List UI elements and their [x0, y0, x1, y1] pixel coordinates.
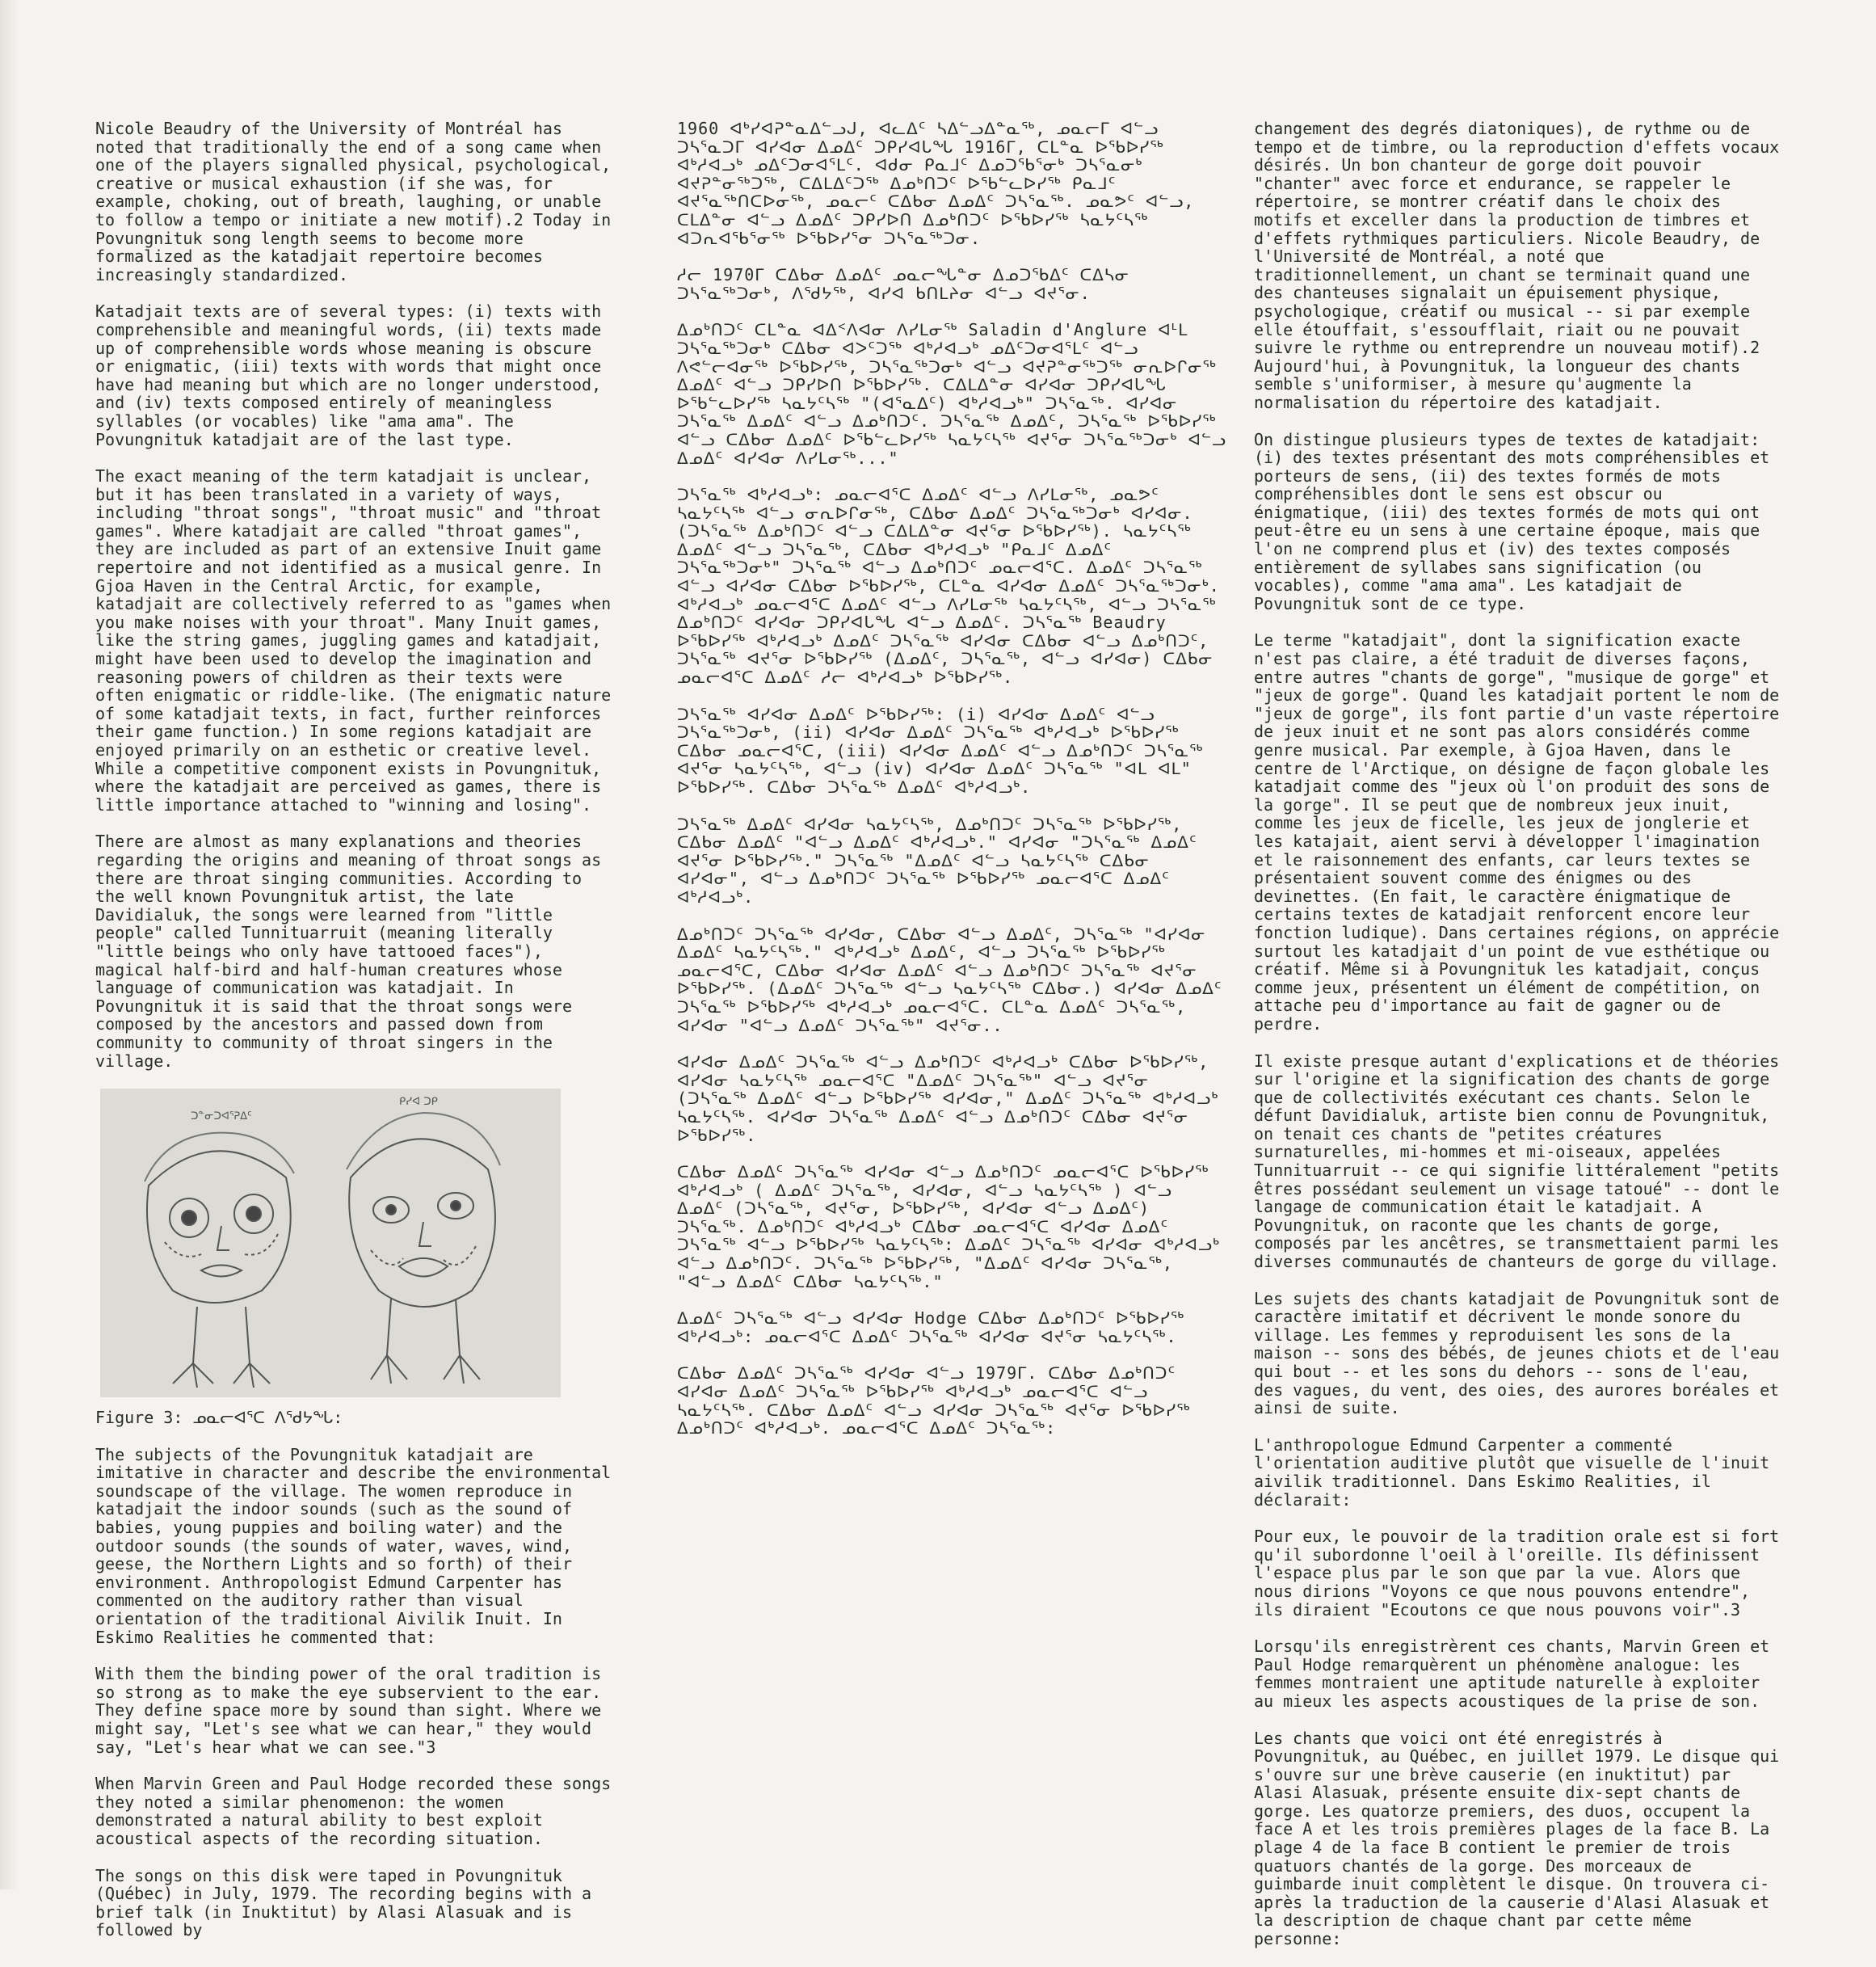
iu-paragraph-4: ᑐᓴᕐᓇᖅ ᐊᒃᓱᐊᓗᒃ: ᓄᓇᓕᐊᕐᑕ ᐃᓄᐃᑦ ᐊᓪᓗ ᐱᓯᒪᓂᖅ, ᓄᓇᕗᑦ ᓴᓇᔭᑦᓴᖅ ᐊᓪᓗ ᓂᕆᐅᒋᓂᖅ, ᑕᐃᑲᓂ ᐃᓄᐃᑦ ᑐᓴᕐᓇᖅᑐᓂᒃ ᐊᓯᐊᓂ. (ᑐᓴᕐᓇᖅ ᐃᓄᒃᑎᑐᑦ ᐊᓪᓗ ᑕᐃᒪᐃᓐᓂ ᐊᔪᕐᓂ ᐅᖃᐅᓯᖅ). ᓴᓇᔭᑦᓴᖅ ᐃᓄᐃᑦ ᐊᓪᓗ ᑐᓴᕐᓇᖅ, ᑕᐃᑲᓂ ᐊᒃᓱᐊᓗᒃ "ᑭᓇᒧᑦ ᐃᓄᐃᑦ ᑐᓴᕐᓇᖅᑐᓂᒃ" ᑐᓴᕐᓇᖅ ᐊᓪᓗ ᐃᓄᒃᑎᑐᑦ ᓄᓇᓕᐊᕐᑕ. ᐃᓄᐃᑦ ᑐᓴᕐᓇᖅ ᐊᓪᓗ ᐊᓯᐊᓂ ᑕᐃᑲᓂ ᐅᖃᐅᓯᖅ, ᑕᒪᓐᓇ ᐊᓯᐊᓂ ᐃᓄᐃᑦ ᑐᓴᕐᓇᖅᑐᓂᒃ. ᐊᒃᓱᐊᓗᒃ ᓄᓇᓕᐊᕐᑕ ᐃᓄᐃᑦ ᐊᓪᓗ ᐱᓯᒪᓂᖅ ᓴᓇᔭᑦᓴᖅ, ᐊᓪᓗ ᑐᓴᕐᓇᖅ ᐃᓄᒃᑎᑐᑦ ᐊᓯᐊᓂ ᑐᑭᓯᐊᒐᖓ ᐊᓪᓗ ᐃᓄᐃᑦ. ᑐᓴᕐᓇᖅ Beaudry ᐅᖃᐅᓯᖅ ᐊᒃᓱᐊᓗᒃ ᐃᓄᐃᑦ ᑐᓴᕐᓇᖅ ᐊᓯᐊᓂ ᑕᐃᑲᓂ ᐊᓪᓗ ᐃᓄᒃᑎᑐᑦ, ᑐᓴᕐᓇᖅ ᐊᔪᕐᓂ ᐅᖃᐅᓯᖅ (ᐃᓄᐃᑦ, ᑐᓴᕐᓇᖅ, ᐊᓪᓗ ᐊᓯᐊᓂ) ᑕᐃᑲᓂ ᓄᓇᓕᐊᕐᑕ ᐃᓄᐃᑦ ᓱᓕ ᐊᒃᓱᐊᓗᒃ ᐅᖃᐅᓯᖅ. — [677, 485, 1220, 688]
iu-paragraph-1: 1960 ᐊᒃᓯᐊᕈᓐᓇᐃᓪᓗᒍ, ᐊᓚᐃᑦ ᓴᐃᓪᓗᐃᓐᓇᖅ, ᓄᓇᓕᒥ ᐊᓪᓗ ᑐᓴᕐᓇᑐᒥ ᐊᓯᐊᓂ ᐃᓄᐃᑦ ᑐᑭᓯᐊᒐᖓ 1916ᒥ, ᑕᒪᓐᓇ ᐅᖃᐅᓯᖅ ᐊᒃᓱᐊᓗᒃ ᓄᐃᑦᑐᓂᐊᕐᒪᑦ. ᐊᑯᓂ ᑭᓇᒧᑦ ᐃᓄᑐᖃᕐᓂᒃ ᑐᓴᕐᓇᓂᒃ ᐊᔪᕈᓐᓂᖅᑐᖅ, ᑕᐃᒪᐃᑦᑐᖅ ᐃᓄᒃᑎᑐᑦ ᐅᖃᓪᓚᐅᓯᖅ ᑭᓇᒧᑦ ᐊᔪᕐᓇᖅᑎᑕᐅᓂᖅ, ᓄᓇᓕᑦ ᑕᐃᑲᓂ ᐃᓄᐃᑦ ᑐᓴᕐᓇᖅ. ᓄᓇᕗᑦ ᐊᓪᓗ, ᑕᒪᐃᓐᓂ ᐊᓪᓗ ᐃᓄᐃᑦ ᑐᑭᓯᐅᑎ ᐃᓄᒃᑎᑐᑦ ᐅᖃᐅᓯᖅ ᓴᓇᔭᑦᓴᖅ ᐊᑐᕆᐊᖃᕐᓂᖅ ᐅᖃᐅᓯᕐᓂ ᑐᓴᕐᓇᖅᑐᓂ. — [677, 119, 1195, 248]
page-gutter — [0, 0, 18, 1889]
iu-paragraph-8: ᐊᓯᐊᓂ ᐃᓄᐃᑦ ᑐᓴᕐᓇᖅ ᐊᓪᓗ ᐃᓄᒃᑎᑐᑦ ᐊᒃᓱᐊᓗᒃ ᑕᐃᑲᓂ ᐅᖃᐅᓯᖅ, ᐊᓯᐊᓂ ᓴᓇᔭᑦᓴᖅ ᓄᓇᓕᐊᕐᑕ "ᐃᓄᐃᑦ ᑐᓴᕐᓇᖅ" ᐊᓪᓗ ᐊᔪᕐᓂ (ᑐᓴᕐᓇᖅ ᐃᓄᐃᑦ ᐊᓪᓗ ᐅᖃᐅᓯᖅ ᐊᓯᐊᓂ," ᐃᓄᐃᑦ ᑐᓴᕐᓇᖅ ᐊᒃᓱᐊᓗᒃ ᓴᓇᔭᑦᓴᖅ. ᐊᓯᐊᓂ ᑐᓴᕐᓇᖅ ᐃᓄᐃᑦ ᐊᓪᓗ ᐃᓄᒃᑎᑐᑦ ᑕᐃᑲᓂ ᐊᔪᕐᓂ ᐅᖃᐅᓯᖅ. — [677, 1052, 1219, 1145]
iu-paragraph-11: ᑕᐃᑲᓂ ᐃᓄᐃᑦ ᑐᓴᕐᓇᖅ ᐊᓯᐊᓂ ᐊᓪᓗ 1979ᒥ. ᑕᐃᑲᓂ ᐃᓄᒃᑎᑐᑦ ᐊᓯᐊᓂ ᐃᓄᐃᑦ ᑐᓴᕐᓇᖅ ᐅᖃᐅᓯᖅ ᐊᒃᓱᐊᓗᒃ ᓄᓇᓕᐊᕐᑕ ᐊᓪᓗ ᓴᓇᔭᑦᓴᖅ. ᑕᐃᑲᓂ ᐃᓄᐃᑦ ᐊᓪᓗ ᐊᓯᐊᓂ ᑐᓴᕐᓇᖅ ᐊᔪᕐᓂ ᐅᖃᐅᓯᖅ ᐃᓄᒃᑎᑐᑦ ᐊᒃᓱᐊᓗᒃ. ᓄᓇᓕᐊᕐᑕ ᐃᓄᐃᑦ ᑐᓴᕐᓇᖅ: — [677, 1363, 1191, 1438]
en-paragraph-7: When Marvin Green and Paul Hodge recorded these songs they noted a similar phenomenon: the women demonstrated a natural ability to best exploit acoustical aspects of the recording situation. — [95, 1774, 612, 1848]
fr-quotation: Pour eux, le pouvoir de la tradition orale est si fort qu'il subordonne l'oeil à l'oreille. Ils définissent l'espace plus par le son que par la vue. Alors que nous dirions "Voyons ce que nous pouvons entendre", ils diraient "Ecoutons ce que nous pouvons voir".3 — [1254, 1527, 1780, 1620]
en-quotation: With them the binding power of the oral tradition is so strong as to make the eye subservient to the ear. They define space more by sound than sight. Where we might say, "Let's see what we can hear," they would say, "Let's hear what we can see."3 — [95, 1664, 602, 1757]
en-paragraph-3: The exact meaning of the term katadjait is unclear, but it has been translated in a variety of ways, including "throat songs", "throat music" and "throat games". Where katadjait are called "throat games", they are included as part of an extensive Inuit game repertoire and not identified as a musical genre. In Gjoa Haven in the Central Arctic, for example, katadjait are collectively referred to as "games when you make noises with your throat". Many Inuit games, like the string games, juggling games and katadjait, might have been used to develop the imagination and reasoning powers of children as their texts were often enigmatic or riddle-like. (The enigmatic nature of some katadjait texts, in fact, further reinforces their game function.) In some regions katadjait are enjoyed primarily on an esthetic or creative level. While a competitive component exists in Povungnituk, where the katadjait are perceived as games, there is little importance attached to "winning and losing". — [95, 466, 612, 815]
fr-paragraph-8: Lorsqu'ils enregistrèrent ces chants, Marvin Green et Paul Hodge remarquèrent un phénomène analogue: les femmes montraient une aptitude naturelle à exploiter au mieux les aspects acoustiques de la prise de son. — [1254, 1636, 1770, 1711]
fr-paragraph-9: Les chants que voici ont été enregistrés à Povungnituk, au Québec, en juillet 1979. Le disque qui s'ouvre sur une brève causerie (en inuktitut) par Alasi Alasuak, présente ensuite dix-sept chants de gorge. Les quatorze premiers, des duos, occupent la face A et les trois premières plages de la face B. La plage 4 de la face B contient le premier de trois quatuors chantés de la gorge. Des morceaux de guimbarde inuit complètent le disque. On trouvera ci-après la traduction de la causerie d'Alasi Alasuak et la description de chaque chant par cette même personne: — [1254, 1728, 1780, 1949]
two-faces-illustration — [100, 1089, 561, 1397]
fr-paragraph-1: changement des degrés diatoniques), de rythme ou de tempo et de timbre, ou la reproduction d'effets vocaux désirés. Un bon chanteur de gorge doit pouvoir "chanter" avec force et endurance, se rappeler le répertoire, se montrer créatif dans le choix des motifs et exceller dans la production de timbres et d'effets rythmiques particuliers. Nicole Beaudry, de l'Université de Montréal, a noté que traditionnellement, un chant se terminait quand une des chanteuses signalait un épuisement physique, psychologique, créatif ou musical -- si par exemple elle étouffait, s'essoufflait, riait ou ne pouvait suivre le rythme ou entreprendre un nouveau motif).2 Aujourd'hui, à Povungnituk, la longueur des chants semble s'uniformiser, à mesure qu'augmente la normalisation du répertoire des katadjait. — [1254, 119, 1780, 412]
en-paragraph-2: Katadjait texts are of several types: (i) texts with comprehensible and meaningful words, (ii) texts made up of comprehensible words whose meaning is obscure or enigmatic, (iii) texts with words that might once have had meaning but which are no longer understood, and (iv) texts composed entirely of meaningless syllables (or vocables) like "ama ama". The Povungnituk katadjait are of the last type. — [95, 301, 602, 449]
fr-paragraph-2: On distingue plusieurs types de textes de katadjait: (i) des textes présentant des mots compréhensibles et porteurs de sens, (ii) des textes formés de mots compréhensibles dont le sens est obscur ou énigmatique, (iii) des textes formés de mots qui ont peut-être eu un sens à une certaine époque, mais que l'on ne comprend plus et (iv) des textes composés entièrement de syllabes sans signification (ou vocables), comme "ama ama". Les katadjait de Povungnituk sont de ce type. — [1254, 429, 1770, 613]
french-column — [1254, 120, 1787, 1967]
figure-label-left: ᑐᓐᓂᑐᐊᕐᕈᐃᑦ — [191, 1110, 252, 1123]
en-paragraph-1: Nicole Beaudry of the University of Montréal has noted that traditionally the end of a song came when one of the players signalled physical, psychological, creative or musical exhaustion (if she was, for example, choking, out of breath, laughing, or unable to follow a tempo or initiate a new motif).2 Today in Povungnituk song length seems to become more formalized as the katadjait repertoire becomes increasingly standardized. — [95, 119, 612, 284]
figure-label-right: ᑭᓯᐊ ᑐᑭ — [399, 1096, 438, 1109]
iu-paragraph-6: ᑐᓴᕐᓇᖅ ᐃᓄᐃᑦ ᐊᓯᐊᓂ ᓴᓇᔭᑦᓴᖅ, ᐃᓄᒃᑎᑐᑦ ᑐᓴᕐᓇᖅ ᐅᖃᐅᓯᖅ, ᑕᐃᑲᓂ ᐃᓄᐃᑦ "ᐊᓪᓗ ᐃᓄᐃᑦ ᐊᒃᓱᐊᓗᒃ." ᐊᓯᐊᓂ "ᑐᓴᕐᓇᖅ ᐃᓄᐃᑦ ᐊᔪᕐᓂ ᐅᖃᐅᓯᖅ." ᑐᓴᕐᓇᖅ "ᐃᓄᐃᑦ ᐊᓪᓗ ᓴᓇᔭᑦᓴᖅ ᑕᐃᑲᓂ ᐊᓯᐊᓂ", ᐊᓪᓗ ᐃᓄᒃᑎᑐᑦ ᑐᓴᕐᓇᖅ ᐅᖃᐅᓯᖅ ᓄᓇᓕᐊᕐᑕ ᐃᓄᐃᑦ ᐊᒃᓱᐊᓗᒃ. — [677, 814, 1197, 907]
en-paragraph-5: The subjects of the Povungnituk katadjait are imitative in character and describe the environmental soundscape of the village. The women reproduce in katadjait the indoor sounds (such as the sound of babies, young puppies and boiling water) and the outdoor sounds (the sounds of water, waves, wind, geese, the Northern Lights and so forth) of their environment. Anthropologist Edmund Carpenter has commented on the auditory rather than visual orientation of the traditional Aivilik Inuit. In Eskimo Realities he commented that: — [95, 1444, 612, 1647]
iu-paragraph-10: ᐃᓄᐃᑦ ᑐᓴᕐᓇᖅ ᐊᓪᓗ ᐊᓯᐊᓂ Hodge ᑕᐃᑲᓂ ᐃᓄᒃᑎᑐᑦ ᐅᖃᐅᓯᖅ ᐊᒃᓱᐊᓗᒃ: ᓄᓇᓕᐊᕐᑕ ᐃᓄᐃᑦ ᑐᓴᕐᓇᖅ ᐊᓯᐊᓂ ᐊᔪᕐᓂ ᓴᓇᔭᑦᓴᖅ. — [677, 1308, 1185, 1346]
fr-paragraph-4: Il existe presque autant d'explications et de théories sur l'origine et la signification des chants de gorge que de collectivités exécutant ces chants. Selon le défunt Davidialuk, artiste bien connu de Povungnituk, on tenait ces chants de "petites créatures surnaturelles, mi-hommes et mi-oiseaux, appelées Tunnituarruit -- ce qui signifie littéralement "petits êtres possédant seulement un visage tatoué" -- dont le langage de communication était le katadjait. A Povungnituk, on raconte que les chants de gorge, composés par les ancêtres, se transmettaient parmi les diverses communautés de chanteurs de gorge du village. — [1254, 1051, 1780, 1272]
en-paragraph-8: The songs on this disk were taped in Povungnituk (Québec) in July, 1979. The recording begins with a brief talk (in Inuktitut) by Alasi Alasuak and is followed by — [95, 1865, 592, 1940]
iu-paragraph-5: ᑐᓴᕐᓇᖅ ᐊᓯᐊᓂ ᐃᓄᐃᑦ ᐅᖃᐅᓯᖅ: (i) ᐊᓯᐊᓂ ᐃᓄᐃᑦ ᐊᓪᓗ ᑐᓴᕐᓇᖅᑐᓂᒃ, (ii) ᐊᓯᐊᓂ ᐃᓄᐃᑦ ᑐᓴᕐᓇᖅ ᐊᒃᓱᐊᓗᒃ ᐅᖃᐅᓯᖅ ᑕᐃᑲᓂ ᓄᓇᓕᐊᕐᑕ, (iii) ᐊᓯᐊᓂ ᐃᓄᐃᑦ ᐊᓪᓗ ᐃᓄᒃᑎᑐᑦ ᑐᓴᕐᓇᖅ ᐊᔪᕐᓂ ᓴᓇᔭᑦᓴᖅ, ᐊᓪᓗ (iv) ᐊᓯᐊᓂ ᐃᓄᐃᑦ ᑐᓴᕐᓇᖅ "ᐊᒪ ᐊᒪ" ᐅᖃᐅᓯᖅ. ᑕᐃᑲᓂ ᑐᓴᕐᓇᖅ ᐃᓄᐃᑦ ᐊᒃᓱᐊᓗᒃ. — [677, 704, 1204, 797]
fr-paragraph-3: Le terme "katadjait", dont la signification exacte n'est pas claire, a été traduit de diverses façons, entre autres "chants de gorge", "musique de gorge" et "jeux de gorge". Quand les katadjait portent le nom de "jeux de gorge", ils font partie d'un vaste répertoire de jeux inuit et ne sont pas alors considérés comme genre musical. Par exemple, à Gjoa Haven, dans le centre de l'Arctique, on désigne de façon globale les katadjait comme des "jeux où l'on produit des sons de la gorge". Il se peut que de nombreux jeux inuit, comme les jeux de ficelle, les jeux de jonglerie et les katajait, aient servi à développer l'imagination et le raisonnement des enfants, car leurs textes se présentaient souvent comme des énigmes ou des devinettes. (En fait, le caractère énigmatique de certains textes de katadjait renforcent encore leur fonction ludique). Dans certaines régions, on apprécie surtout les katadjait d'un point de vue esthétique ou créatif. Même si à Povungnituk les katadjait, conçus comme jeux, présentent un élément de compétition, on attache peu d'importance au fait de gagner ou de perdre. — [1254, 630, 1780, 1034]
iu-paragraph-7: ᐃᓄᒃᑎᑐᑦ ᑐᓴᕐᓇᖅ ᐊᓯᐊᓂ, ᑕᐃᑲᓂ ᐊᓪᓗ ᐃᓄᐃᑦ, ᑐᓴᕐᓇᖅ "ᐊᓯᐊᓂ ᐃᓄᐃᑦ ᓴᓇᔭᑦᓴᖅ." ᐊᒃᓱᐊᓗᒃ ᐃᓄᐃᑦ, ᐊᓪᓗ ᑐᓴᕐᓇᖅ ᐅᖃᐅᓯᖅ ᓄᓇᓕᐊᕐᑕ, ᑕᐃᑲᓂ ᐊᓯᐊᓂ ᐃᓄᐃᑦ ᐊᓪᓗ ᐃᓄᒃᑎᑐᑦ ᑐᓴᕐᓇᖅ ᐊᔪᕐᓂ ᐅᖃᐅᓯᖅ. (ᐃᓄᐃᑦ ᑐᓴᕐᓇᖅ ᐊᓪᓗ ᓴᓇᔭᑦᓴᖅ ᑕᐃᑲᓂ.) ᐊᓯᐊᓂ ᐃᓄᐃᑦ ᑐᓴᕐᓇᖅ ᐅᖃᐅᓯᖅ ᐊᒃᓱᐊᓗᒃ ᓄᓇᓕᐊᕐᑕ. ᑕᒪᓐᓇ ᐃᓄᐃᑦ ᑐᓴᕐᓇᖅ, ᐊᓯᐊᓂ "ᐊᓪᓗ ᐃᓄᐃᑦ ᑐᓴᕐᓇᖅ" ᐊᔪᕐᓂ.. — [677, 924, 1222, 1035]
iu-paragraph-2: ᓱᓕ 1970ᒥ ᑕᐃᑲᓂ ᐃᓄᐃᑦ ᓄᓇᓕᖓᓐᓂ ᐃᓄᑐᖃᐃᑦ ᑕᐃᓴᓂ ᑐᓴᕐᓇᖅᑐᓂᒃ, ᐱᖁᔭᖅ, ᐊᓯᐊ ᑲᑎᒪᔨᓂ ᐊᓪᓗ ᐊᔪᕐᓂ. — [677, 265, 1129, 303]
inuktitut-column — [677, 120, 1226, 1456]
en-paragraph-4: There are almost as many explanations and theories regarding the origins and meaning of throat songs as there are throat singing communities. According to the well known Povungnituk artist, the late Davidialuk, the songs were learned from "little people" called Tunnituarruit (meaning literally "little beings who only have tattooed faces"), magical half-bird and half-human creatures whose language of communication was katadjait. In Povungnituk it is said that the throat songs were composed by the ancestors and passed down from community to community of throat singers in the village. — [95, 832, 602, 1071]
figure-caption: Figure 3: ᓄᓇᓕᐊᕐᑕ ᐱᖁᔭᖓ: — [95, 1408, 343, 1428]
iu-paragraph-3: ᐃᓄᒃᑎᑐᑦ ᑕᒪᓐᓇ ᐊᐃᑉᐱᐊᓂ ᐱᓯᒪᓂᖅ Saladin d'Anglure ᐊᒻᒪ ᑐᓴᕐᓇᖅᑐᓂᒃ ᑕᐃᑲᓂ ᐊᐳᑦᑐᖅ ᐊᒃᓱᐊᓗᒃ ᓄᐃᑦᑐᓂᐊᕐᒪᑦ ᐊᓪᓗ ᐱᕙᓪᓕᐊᓂᖅ ᐅᖃᐅᓯᖅ, ᑐᓴᕐᓇᖅᑐᓂᒃ ᐊᓪᓗ ᐊᔪᕈᓐᓂᖅᑐᖅ ᓂᕆᐅᒋᓂᖅ ᐃᓄᐃᑦ ᐊᓪᓗ ᑐᑭᓯᐅᑎ ᐅᖃᐅᓯᖅ. ᑕᐃᒪᐃᓐᓂ ᐊᓯᐊᓂ ᑐᑭᓯᐊᒐᖓ ᐅᖃᓪᓚᐅᓯᖅ ᓴᓇᔭᑦᓴᖅ "(ᐊᕐᓇᐃᑦ) ᐊᒃᓱᐊᓗᒃ" ᑐᓴᕐᓇᖅ. ᐊᓯᐊᓂ ᑐᓴᕐᓇᖅ ᐃᓄᐃᑦ ᐊᓪᓗ ᐃᓄᒃᑎᑐᑦ. ᑐᓴᕐᓇᖅ ᐃᓄᐃᑦ, ᑐᓴᕐᓇᖅ ᐅᖃᐅᓯᖅ ᐊᓪᓗ ᑕᐃᑲᓂ ᐃᓄᐃᑦ ᐅᖃᓪᓚᐅᓯᖅ ᓴᓇᔭᑦᓴᖅ ᐊᔪᕐᓂ ᑐᓴᕐᓇᖅᑐᓂᒃ ᐊᓪᓗ ᐃᓄᐃᑦ ᐊᓯᐊᓂ ᐱᓯᒪᓂᖅ..." — [677, 320, 1226, 468]
fr-paragraph-6: L'anthropologue Edmund Carpenter a commenté l'orientation auditive plutôt que visuelle de l'inuit aivilik traditionnel. Dans Eskimo Realities, il déclarait: — [1254, 1434, 1770, 1510]
figure-3-drawing — [100, 1089, 561, 1397]
english-column — [95, 120, 616, 1958]
fr-paragraph-5: Les sujets des chants katadjait de Povungnituk sont de caractère imitatif et décrivent le monde sonore du village. Les femmes y reproduisent les sons de la maison -- sons des bébés, de jeunes chiots et de l'eau qui bout -- et les sons du dehors -- sons de l'eau, des vagues, du vent, des oies, des aurores boréales et ainsi de suite. — [1254, 1288, 1780, 1418]
iu-paragraph-9: ᑕᐃᑲᓂ ᐃᓄᐃᑦ ᑐᓴᕐᓇᖅ ᐊᓯᐊᓂ ᐊᓪᓗ ᐃᓄᒃᑎᑐᑦ ᓄᓇᓕᐊᕐᑕ ᐅᖃᐅᓯᖅ ᐊᒃᓱᐊᓗᒃ ( ᐃᓄᐃᑦ ᑐᓴᕐᓇᖅ, ᐊᓯᐊᓂ, ᐊᓪᓗ ᓴᓇᔭᑦᓴᖅ ) ᐊᓪᓗ ᐃᓄᐃᑦ (ᑐᓴᕐᓇᖅ, ᐊᔪᕐᓂ, ᐅᖃᐅᓯᖅ, ᐊᓯᐊᓂ ᐊᓪᓗ ᐃᓄᐃᑦ) ᑐᓴᕐᓇᖅ. ᐃᓄᒃᑎᑐᑦ ᐊᒃᓱᐊᓗᒃ ᑕᐃᑲᓂ ᓄᓇᓕᐊᕐᑕ ᐊᓯᐊᓂ ᐃᓄᐃᑦ ᑐᓴᕐᓇᖅ ᐊᓪᓗ ᐅᖃᐅᓯᖅ ᓴᓇᔭᑦᓴᖅ: ᐃᓄᐃᑦ ᑐᓴᕐᓇᖅ ᐊᓯᐊᓂ ᐊᒃᓱᐊᓗᒃ ᐊᓪᓗ ᐃᓄᒃᑎᑐᑦ. ᑐᓴᕐᓇᖅ ᐅᖃᐅᓯᖅ, "ᐃᓄᐃᑦ ᐊᓯᐊᓂ ᑐᓴᕐᓇᖅ, "ᐊᓪᓗ ᐃᓄᐃᑦ ᑕᐃᑲᓂ ᓴᓇᔭᑦᓴᖅ." — [677, 1162, 1221, 1291]
